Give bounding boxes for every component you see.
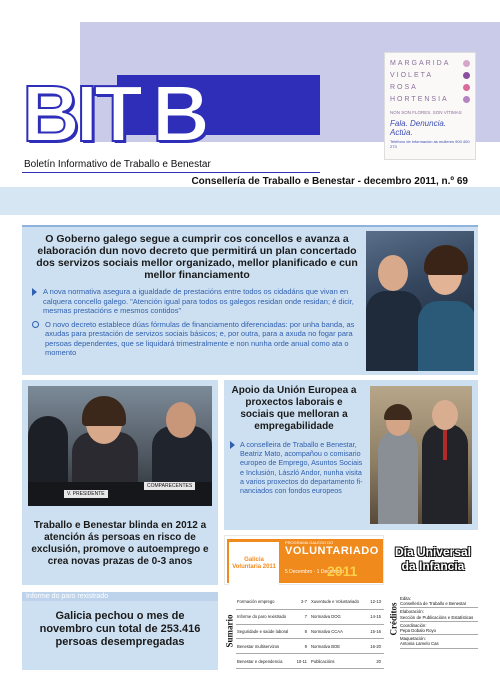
story-right-text: A conselleira de Traballo e Benestar, Beatriz Mato, acompañou o comisario europeo de Emprego, Asuntos Sociais e Inclusión, László Andor, nunha visita a varios proxectos do departamento fi-nanciados con fondos europeos <box>240 440 363 496</box>
summary-entry-title: Seguridade e saúde laboral <box>237 628 289 634</box>
eu-visit-photo <box>370 386 472 524</box>
lead-story[interactable] <box>22 225 478 375</box>
credits-label: Créditos <box>388 602 398 636</box>
summary-entry[interactable] <box>236 659 310 664</box>
gender-violence-ad[interactable] <box>384 52 476 160</box>
summary-entry-page: 12-13 <box>370 599 381 605</box>
summary-entry[interactable] <box>310 659 384 664</box>
ad-slogan: Fala. Denuncia. Actúa. <box>390 119 447 137</box>
summary-entry-title: Xuventude e Voluntariado <box>311 599 359 605</box>
flower-icon <box>463 84 470 91</box>
summary-entry[interactable] <box>310 629 384 634</box>
credit-role: Maquetación: <box>400 636 426 642</box>
summary-entry-title: Normativa DOG <box>311 614 341 620</box>
unemployment-title[interactable]: Galicia pechou o mes de novembro cun total de 253.416 persoas desempregadas <box>39 610 201 648</box>
summary-entry[interactable] <box>236 614 310 619</box>
summary-entry-page: 20 <box>376 658 381 664</box>
triangle-bullet-icon <box>32 288 37 296</box>
summary-entry-page: 15-16 <box>370 628 381 634</box>
credit-role: Edita: <box>400 596 411 601</box>
ad-flower-name: ROSA <box>390 83 418 91</box>
story-right-title[interactable]: Apoio da Unión Europea a proxectos laborais e sociais que melloran a empregabilidade <box>231 385 357 432</box>
ad-flower-row <box>390 93 470 105</box>
summary-entry-page: 10-11 <box>296 658 307 664</box>
summary-row <box>236 595 384 610</box>
summary-entry[interactable] <box>310 614 384 619</box>
summary-entry-page: 9 <box>304 643 307 649</box>
credit-item <box>400 635 478 648</box>
credit-item <box>400 608 478 621</box>
summary-entry-page: 16-20 <box>370 643 381 649</box>
lead-bullet <box>32 320 366 358</box>
ad-flower-name: HORTENSIA <box>390 95 449 103</box>
banner-year: 2011 <box>327 563 358 579</box>
triangle-bullet-icon <box>230 441 235 449</box>
credits-box <box>388 592 478 670</box>
story-left[interactable] <box>22 380 218 585</box>
story-right-text-block <box>230 440 364 495</box>
summary-label: Sumario <box>224 614 235 648</box>
summary-entry-title: Benestar multiservizos <box>237 643 280 649</box>
nameplate: COMPARECENTES <box>144 482 195 490</box>
credit-value: Pepa Dobalo Royo <box>400 628 437 634</box>
credit-value: Sección de Publicacións e Estatísticas <box>400 614 474 620</box>
parliament-photo <box>28 386 212 506</box>
summary-table <box>224 592 384 670</box>
unemployment-kicker: Informe do paro rexistrado <box>22 592 218 601</box>
flower-icon <box>463 96 470 103</box>
summary-entry[interactable] <box>310 644 384 649</box>
credit-role: Coordinación: <box>400 622 427 628</box>
summary-entry-title: Formación emprego <box>237 599 275 605</box>
credits-label-wrap <box>388 592 398 670</box>
masthead-logo <box>22 69 320 172</box>
separator-band <box>0 187 500 215</box>
story-right[interactable] <box>224 380 478 530</box>
banner-top-text: PROGRAMA GALEGO DO <box>285 540 334 545</box>
credit-item <box>400 622 478 635</box>
summary-entry[interactable] <box>236 599 310 604</box>
unemployment-story[interactable] <box>22 592 218 670</box>
credit-value: Antonia Lamelo Cas <box>400 641 439 647</box>
summary-entry-page: 7 <box>304 614 307 620</box>
credit-value: Consellería de Traballo e Benestar <box>400 601 467 607</box>
banner-orange-panel <box>227 539 383 583</box>
volunteering-logo: Galicia Voluntaria 2011 <box>229 542 279 586</box>
summary-entry-title: Benestar e dependencia <box>237 658 283 664</box>
summary-rows <box>236 595 384 669</box>
summary-row <box>236 654 384 669</box>
childrens-day-link[interactable]: Día Universal da Infancia <box>388 535 478 585</box>
summary-row <box>236 639 384 654</box>
credits-list <box>400 595 478 649</box>
summary-row <box>236 625 384 640</box>
masthead-rule <box>22 172 320 173</box>
summary-entry-title: Normativa BOE <box>311 643 341 649</box>
lead-bullets <box>32 287 366 362</box>
ad-flower-list <box>390 57 470 105</box>
banner-title: VOLUNTARIADO <box>285 545 379 557</box>
summary-entry-page: 8 <box>304 628 307 634</box>
summary-entry-title: Informe do paro rexistrado <box>237 614 287 620</box>
ad-flower-row <box>390 57 470 69</box>
ad-flower-name: MARGARIDA <box>390 59 451 67</box>
ad-phone: Teléfono de información ás mulleres 900 400 273 <box>390 139 470 149</box>
nameplate: V. PRESIDENTE <box>64 490 108 498</box>
summary-entry[interactable] <box>236 629 310 634</box>
summary-row <box>236 610 384 625</box>
summary-entry-title: Publicacións <box>311 658 335 664</box>
summary-entry-title: Normativa CCAA <box>311 628 343 634</box>
issue-line: Consellería de Traballo e Benestar - decembro 2011, n.º 69 <box>191 176 468 187</box>
ad-flower-name: VIOLETA <box>390 71 434 79</box>
logo-letters: BITeB <box>22 69 206 158</box>
summary-entry-page: 14-15 <box>370 614 381 620</box>
flower-icon <box>463 72 470 79</box>
lead-photo <box>366 231 474 371</box>
credit-role: Elaboración: <box>400 609 424 615</box>
lead-title[interactable]: O Goberno galego segue a cumprir cos concellos e avanza a elaboración dun novo decreto que permitirá un plan concertado dos servizos sociais mellor organizado, mellor planificado e cun mellor financiamento <box>36 233 358 281</box>
flower-icon <box>463 60 470 67</box>
summary-entry[interactable] <box>310 599 384 604</box>
masthead-subtitle: Boletín Informativo de Traballo e Benestar <box>24 159 211 170</box>
ad-flower-row <box>390 69 470 81</box>
circle-bullet-icon <box>32 321 39 328</box>
summary-label-wrap <box>224 592 234 670</box>
ad-flower-row <box>390 81 470 93</box>
summary-entry-page: 2-7 <box>300 599 307 605</box>
banner-dates: 5 Decembro · 1 Decembro <box>285 569 344 575</box>
credit-item <box>400 595 478 608</box>
volunteering-banner[interactable] <box>224 535 384 585</box>
lead-bullet <box>32 287 366 316</box>
lead-bullet-text: A nova normativa asegura a igualdade de prestacións entre todos os cidadáns que vivan en calquera concello galego. "Atención igual para todos os galegos residan onde residan; é dicir, mesmas prestacións e mesmos contidos" <box>43 287 354 315</box>
summary-entry[interactable] <box>236 644 310 649</box>
ad-note: NON SON FLORES. SON VÍTIMAS <box>390 110 462 115</box>
lead-bullet-text: O novo decreto establece dúas fórmulas de financiamento diferenciadas: por unha banda, as axudas para prestación de servizos sociais básicos; e, por outra, para a axuda no fogar para persoas dependentes, que se liquidará trimestralmente e non nunha orde anual como ata o momento <box>45 319 355 357</box>
story-left-title[interactable]: Traballo e Benestar blinda en 2012 a atención ás persoas en risco de exclusión, promove o autoemprego e crea novas prazas de 0-3 anos <box>31 520 209 567</box>
